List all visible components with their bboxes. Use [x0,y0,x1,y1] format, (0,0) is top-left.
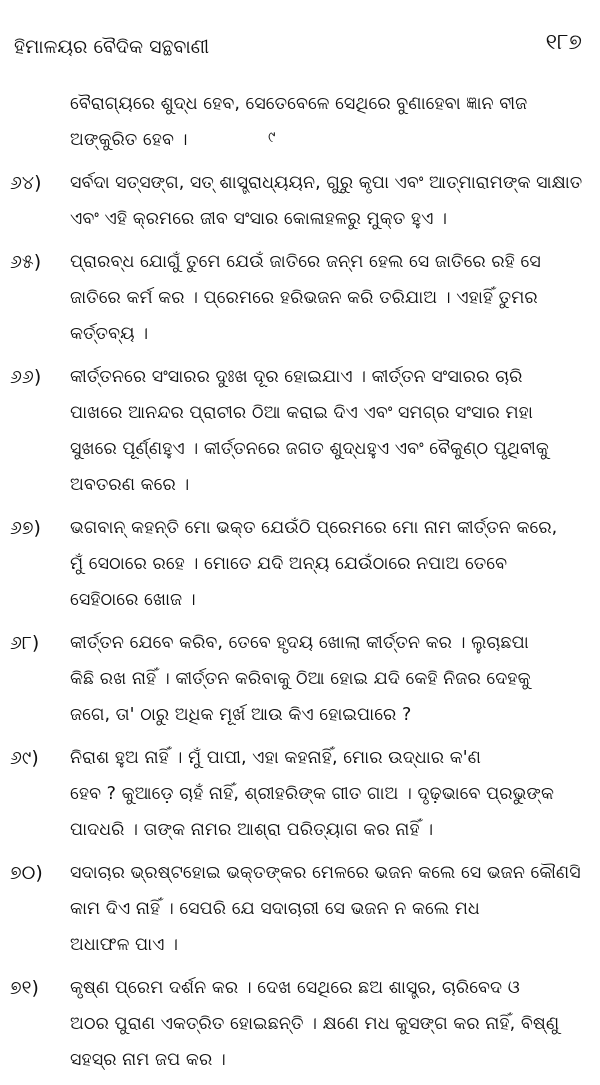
entry-65 [10,244,588,352]
text-line: ସଦାଚାର ଭ୍ରଷ୍ଟହୋଇ ଭକ୍ତଙ୍କର ମେଳରେ ଭଜନ କଲେ ସେ ଭଜନ କୌଣସି [70,863,581,883]
text-line: ସହସ୍ର ନାମ ଜପ କର । [70,1050,226,1070]
entry-number: ୬୮) [10,632,40,654]
text-line: କୀର୍ତ୍ତନ ଯେବେ କରିବ, ତେବେ ହୃଦୟ ଖୋଲା କୀର୍ତ୍ତନ କର । ଲୁଚାଛପା [70,633,529,653]
entry-69 [10,740,588,848]
text-line: ଜାତିରେ କର୍ମ କର । ପ୍ରେମରେ ହରିଭଜନ କରି ତରିଯାଅ । ଏହାହିଁ ତୁମର [70,288,538,308]
text-line: ଭଗବାନ୍ କହନ୍ତି ମୋ ଭକ୍ତ ଯେଉଁଠି ପ୍ରେମରେ ମୋ ନାମ କୀର୍ତ୍ତନ କରେ, [70,518,558,538]
entry-number: ୬୬) [10,366,42,388]
text-line: କର୍ତ୍ତବ୍ୟ । [70,324,149,344]
page-number: ୧୮୭ [545,30,582,55]
text-line: ପାଖରେ ଆନନ୍ଦର ପ୍ରାଚୀର ଠିଆ କରାଇ ଦିଏ ଏବଂ ସମଗ୍ର ସଂସାର ମହା [70,403,533,423]
text-line: କାମ ଦିଏ ନାହିଁ । ସେପରି ଯେ ସଦାଚାରୀ ସେ ଭଜନ ନ କଲେ ମଧ [70,899,480,919]
text-line: ସର୍ବଦା ସତ୍‌ସଙ୍ଗ, ସତ୍ ଶାସ୍ତ୍ରାଧ୍ୟୟନ, ଗୁରୁ କୃପା ଏବଂ ଆତ୍ମାରାମଙ୍କ ସାକ୍ଷାତ [70,173,583,193]
stray-mark: ୯ [268,128,276,146]
entry-number: ୭୦) [10,862,43,884]
text-line: ପାଦଧରି । ତାଙ୍କ ନାମର ଆଶ୍ରା ପରିତ୍ୟାଗ କର ନାହିଁ । [70,820,434,840]
running-title: ହିମାଳୟର ବୈଦିକ ସନ୍ଥବାଣୀ [14,36,210,58]
entry-68 [10,625,588,733]
text-line: ଜଗେ, ତା' ଠାରୁ ଅଧିକ ମୂର୍ଖ ଆଉ କିଏ ହୋଇପାରେ ? [70,705,412,725]
text-line: ପ୍ରାରବ୍ଧ ଯୋଗୁଁ ତୁମେ ଯେଉଁ ଜାତିରେ ଜନ୍ମ ହେଲ ସେ ଜାତିରେ ରହି ସେ [70,252,541,272]
text-line: ଅଙ୍କୁରିତ ହେବ । [70,130,188,150]
entry-number: ୭୧) [10,977,39,999]
page-header [14,30,586,66]
entry-number: ୬୭) [10,517,41,539]
entry-66 [10,359,588,503]
text-line: ମୁଁ ସେଠାରେ ରହେ । ମୋତେ ଯଦି ଅନ୍ୟ ଯେଉଁଠାରେ ନପାଅ ତେବେ [70,554,508,574]
entry-number: ୬୪) [10,172,42,194]
entry-64 [10,165,588,237]
text-line: ଅଠର ପୁରାଣ ଏକତ୍ରିତ ହୋଇଛନ୍ତି । କ୍ଷଣେ ମଧ କୁସଙ୍ଗ କର ନାହିଁ, ବିଷ୍ଣୁ [70,1014,560,1034]
entry-67 [10,510,588,618]
text-line: ବୈରାଗ୍ୟରେ ଶୁଦ୍ଧ ହେବ, ସେତେବେଳେ ସେଥିରେ ବୁଣାହେବା ଜ୍ଞାନ ବୀଜ [70,94,528,114]
text-line: ହେବ ? କୁଆଡ଼େ ଚାହଁ ନାହିଁ, ଶ୍ରୀହରିଙ୍କ ଗୀତ ଗାଅ । ଦୃଢ଼ଭାବେ ପ୍ରଭୁଙ୍କ [70,784,554,804]
text-line: କିଛି ରଖ ନାହିଁ । କୀର୍ତ୍ତନ କରିବାକୁ ଠିଆ ହୋଇ ଯଦି କେହି ନିଜର ଦେହକୁ [70,669,531,689]
text-line: କୀର୍ତ୍ତନରେ ସଂସାରର ଦୁଃଖ ଦୂର ହୋଇଯାଏ । କୀର୍ତ୍ତନ ସଂସାରର ଚାରି [70,367,523,387]
entry-number: ୬୫) [10,251,42,273]
entry-number: ୬୯) [10,747,39,769]
text-line: ଏବଂ ଏହି କ୍ରମରେ ଜୀବ ସଂସାର କୋଳାହଳରୁ ମୁକ୍ତ ହୁଏ । [70,209,448,229]
continuation-paragraph [10,86,588,158]
text-line: ଅବତରଣ କରେ । [70,475,190,495]
entry-70 [10,855,588,963]
text-line: ସେହିଠାରେ ଖୋଜ । [70,590,196,610]
text-line: ନିରାଶ ହୁଅ ନାହିଁ । ମୁଁ ପାପୀ, ଏହା କହନାହିଁ, ମୋର ଉଦ୍ଧାର କ'ଣ [70,748,481,768]
entry-71 [10,970,588,1078]
body-text [10,86,588,1085]
text-line: କୃଷ୍ଣ ପ୍ରେମ ଦର୍ଶନ କର । ଦେଖ ସେଥିରେ ଛଅ ଶାସ୍ତ୍ର, ଚାରିବେଦ ଓ [70,978,520,998]
text-line: ଅଧାଫଳ ପାଏ । [70,935,179,955]
text-line: ସୁଖରେ ପୂର୍ଣ୍ଣହୁଏ । କୀର୍ତ୍ତନରେ ଜଗତ ଶୁଦ୍ଧହୁଏ ଏବଂ ବୈକୁଣ୍ଠ ପୃଥିବୀକୁ [70,439,549,459]
